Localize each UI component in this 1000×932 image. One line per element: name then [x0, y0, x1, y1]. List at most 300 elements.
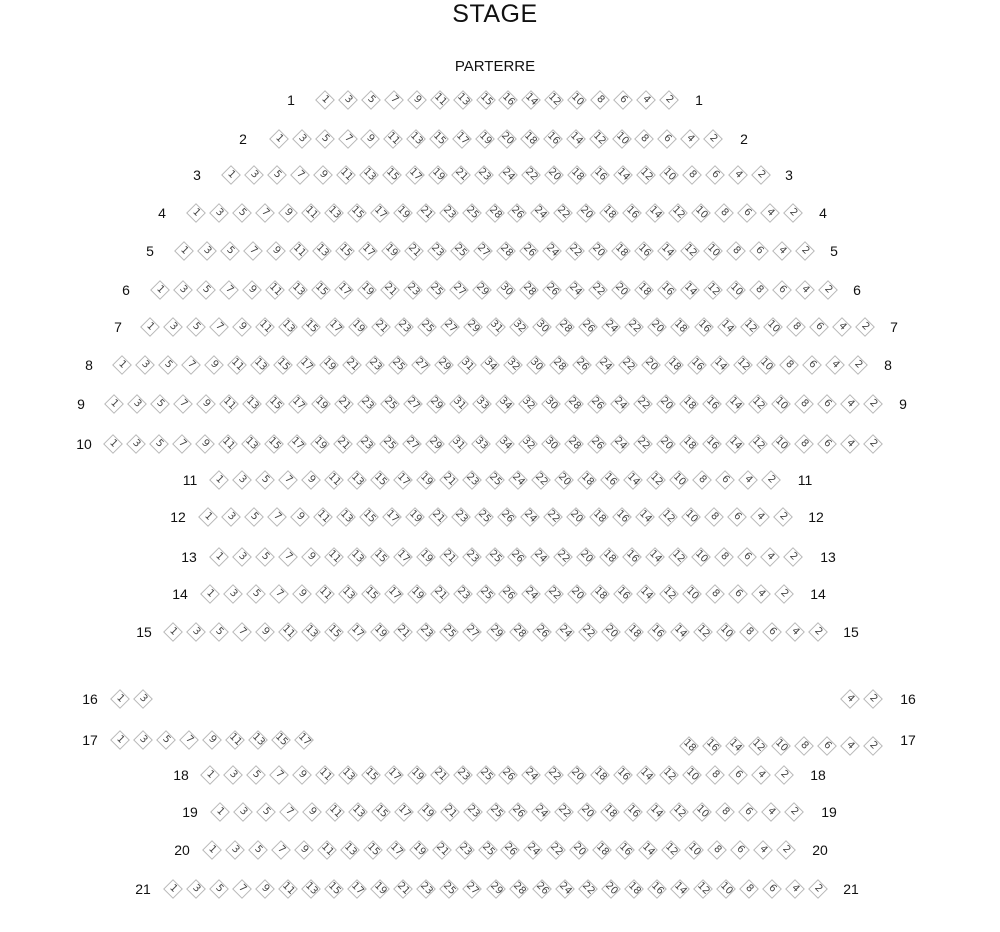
seat-number: 8 [709, 768, 722, 781]
seat-number: 12 [659, 508, 677, 526]
seat-number: 21 [431, 585, 449, 603]
seat-number: 21 [453, 166, 471, 184]
seat-number: 30 [534, 318, 551, 336]
seat-number: 29 [474, 281, 492, 299]
seat-number: 26 [520, 242, 538, 260]
seat-number: 17 [394, 471, 412, 489]
seat-number: 25 [475, 508, 493, 526]
seat-number: 6 [776, 283, 789, 296]
seat-number: 7 [236, 882, 249, 895]
seat-number: 9 [206, 733, 219, 746]
seat-number: 23 [464, 803, 482, 821]
seat-number: 5 [260, 805, 273, 818]
seat-number: 24 [566, 281, 584, 299]
seat-number: 14 [523, 91, 541, 109]
seat-number: 9 [294, 510, 307, 523]
seat-number: 25 [381, 435, 399, 453]
row-label-2-left: 2 [239, 131, 247, 147]
seat-number: 6 [732, 768, 745, 781]
seat-number: 10 [693, 548, 710, 566]
seat-number: 11 [314, 508, 332, 526]
seat-number: 17 [371, 204, 389, 222]
seat-row-19-2[interactable] [783, 801, 805, 823]
seat-number: 4 [755, 768, 768, 781]
seat-number: 27 [464, 880, 482, 898]
seat-number: 6 [719, 473, 732, 486]
seat-row-9-2[interactable] [862, 393, 884, 415]
seat-number: 7 [294, 168, 307, 181]
seat-number: 34 [481, 356, 499, 374]
seat-number: 16 [591, 166, 609, 184]
seat-number: 9 [200, 397, 213, 410]
seat-number: 2 [780, 843, 793, 856]
seat-number: 4 [844, 739, 857, 752]
seat-number: 5 [213, 882, 226, 895]
seat-number: 26 [533, 623, 551, 641]
seat-number: 12 [694, 623, 712, 641]
seat-number: 4 [757, 843, 770, 856]
seat-row-1-2[interactable] [658, 89, 680, 111]
seat-number: 26 [588, 395, 606, 413]
seat-number: 19 [476, 130, 494, 148]
seat-number: 28 [550, 356, 568, 374]
seat-number: 3 [131, 397, 144, 410]
seat-number: 2 [867, 692, 880, 705]
seat-number: 14 [658, 242, 676, 260]
row-label-13-right: 13 [820, 549, 836, 565]
seat-number: 18 [680, 737, 698, 755]
seat-number: 8 [719, 805, 732, 818]
seat-number: 25 [477, 585, 495, 603]
seat-number: 8 [783, 358, 796, 371]
seat-number: 12 [661, 585, 678, 603]
seat-number: 2 [663, 93, 676, 106]
row-label-4-left: 4 [158, 205, 166, 221]
seat-number: 7 [282, 473, 295, 486]
seat-number: 18 [601, 204, 619, 222]
seat-number: 18 [594, 841, 612, 859]
seat-number: 28 [510, 880, 528, 898]
seat-number: 18 [665, 356, 683, 374]
seat-number: 5 [153, 437, 166, 450]
seat-number: 2 [787, 206, 800, 219]
seat-number: 2 [778, 768, 791, 781]
seat-number: 27 [464, 623, 482, 641]
seat-number: 1 [154, 283, 167, 296]
seat-number: 13 [337, 508, 355, 526]
seat-row-12-2[interactable] [772, 506, 794, 528]
seat-number: 28 [497, 242, 515, 260]
seat-number: 28 [510, 623, 528, 641]
seat-number: 11 [385, 130, 402, 148]
seat-number: 11 [228, 356, 246, 374]
row-label-4-right: 4 [819, 205, 827, 221]
seat-number: 23 [463, 471, 481, 489]
seat-number: 17 [349, 623, 367, 641]
seat-number: 3 [227, 587, 240, 600]
seat-number: 1 [178, 244, 191, 257]
seat-number: 17 [289, 395, 307, 413]
seat-row-14-2[interactable] [773, 583, 795, 605]
seat-number: 21 [335, 395, 353, 413]
seat-number: 23 [440, 204, 458, 222]
seat-number: 3 [201, 244, 214, 257]
seat-number: 8 [686, 168, 699, 181]
seat-number: 3 [190, 625, 203, 638]
seat-number: 18 [601, 548, 619, 566]
row-label-12-right: 12 [808, 509, 824, 525]
seat-number: 20 [578, 548, 596, 566]
seat-number: 2 [755, 168, 768, 181]
seat-number: 32 [510, 318, 528, 336]
seat-number: 9 [246, 283, 259, 296]
seat-number: 13 [290, 281, 307, 299]
seat-number: 8 [638, 132, 651, 145]
seat-number: 21 [395, 880, 413, 898]
seat-number: 4 [765, 805, 778, 818]
seat-number: 10 [684, 585, 701, 603]
seat-number: 21 [440, 548, 458, 566]
seat-number: 15 [477, 91, 495, 109]
seat-number: 17 [326, 318, 344, 336]
seat-number: 4 [799, 283, 812, 296]
seat-number: 13 [339, 585, 357, 603]
seat-number: 5 [248, 510, 261, 523]
seat-number: 9 [296, 587, 309, 600]
seat-row-10-2[interactable] [862, 433, 884, 455]
seat-number: 29 [435, 356, 453, 374]
seat-number: 30 [527, 356, 545, 374]
seat-number: 15 [362, 585, 380, 603]
row-label-2-right: 2 [740, 131, 748, 147]
seat-number: 8 [790, 320, 803, 333]
seat-number: 17 [336, 281, 354, 299]
seat-number: 20 [571, 841, 589, 859]
seat-number: 10 [727, 281, 745, 299]
seat-row-2-2[interactable] [702, 128, 724, 150]
seat-number: 15 [313, 281, 330, 299]
seat-number: 24 [532, 548, 550, 566]
seat-number: 1 [114, 733, 127, 746]
seat-number: 12 [590, 130, 608, 148]
seat-row-15-2[interactable] [807, 621, 829, 643]
row-label-7-right: 7 [890, 319, 898, 335]
seat-number: 16 [648, 623, 666, 641]
seat-number: 16 [615, 585, 633, 603]
seat-row-6-2[interactable] [817, 279, 839, 301]
row-label-7-left: 7 [114, 319, 122, 335]
seat-number: 22 [619, 356, 637, 374]
seat-number: 14 [726, 737, 744, 755]
seat-number: 14 [636, 508, 654, 526]
row-label-12-left: 12 [170, 509, 186, 525]
seat-number: 19 [417, 471, 435, 489]
seat-number: 23 [358, 395, 376, 413]
seat-number: 15 [362, 766, 380, 784]
seat-number: 27 [441, 318, 459, 336]
seat-number: 10 [717, 623, 735, 641]
seat-number: 12 [704, 281, 722, 299]
seat-number: 2 [812, 882, 825, 895]
seat-number: 10 [682, 508, 700, 526]
seat-number: 7 [275, 843, 288, 856]
seat-number: 4 [829, 358, 842, 371]
seat-row-4-2[interactable] [782, 202, 804, 224]
seat-number: 23 [395, 318, 413, 336]
seat-row-16-3[interactable] [132, 688, 154, 710]
row-label-15-left: 15 [136, 624, 152, 640]
seat-number: 9 [410, 93, 424, 106]
row-label-20-right: 20 [812, 842, 828, 858]
seat-number: 12 [647, 471, 665, 489]
seat-number: 7 [388, 93, 401, 106]
seat-number: 7 [236, 625, 249, 638]
seat-number: 26 [509, 204, 527, 222]
seat-number: 19 [320, 356, 338, 374]
seat-number: 13 [348, 548, 366, 566]
seat-number: 5 [259, 473, 272, 486]
seat-row-17-2[interactable] [862, 735, 884, 757]
seat-number: 4 [776, 244, 789, 257]
seat-number: 2 [707, 132, 720, 145]
seat-number: 5 [252, 843, 265, 856]
seat-number: 9 [317, 168, 330, 181]
seat-number: 12 [694, 880, 712, 898]
seat-number: 1 [114, 692, 127, 705]
seat-number: 3 [296, 132, 309, 145]
seat-number: 25 [477, 766, 495, 784]
seat-number: 13 [303, 623, 320, 641]
seat-number: 8 [753, 283, 766, 296]
seat-number: 3 [139, 358, 152, 371]
row-label-16-left: 16 [82, 691, 98, 707]
seat-number: 19 [382, 242, 400, 260]
seat-number: 28 [520, 281, 538, 299]
seat-number: 20 [567, 508, 585, 526]
seat-number: 17 [395, 803, 413, 821]
seat-number: 22 [546, 766, 564, 784]
seat-number: 15 [372, 803, 390, 821]
seat-number: 23 [418, 623, 436, 641]
seat-number: 26 [502, 841, 520, 859]
seat-number: 27 [451, 281, 469, 299]
seat-row-11-2[interactable] [760, 469, 782, 491]
seat-number: 3 [237, 805, 250, 818]
seat-number: 8 [718, 206, 731, 219]
seat-number: 14 [671, 623, 689, 641]
seat-number: 30 [497, 281, 515, 299]
seat-number: 26 [498, 508, 516, 526]
seat-number: 20 [602, 880, 620, 898]
seat-number: 13 [349, 803, 367, 821]
seat-number: 1 [214, 805, 227, 818]
seat-number: 5 [250, 587, 263, 600]
seat-number: 4 [764, 206, 777, 219]
seat-number: 16 [615, 766, 633, 784]
seat-number: 20 [612, 281, 630, 299]
row-label-19-right: 19 [821, 804, 837, 820]
seat-number: 11 [302, 204, 320, 222]
seat-number: 12 [749, 435, 767, 453]
seat-number: 6 [661, 132, 674, 145]
seat-number: 15 [371, 471, 389, 489]
seat-number: 8 [798, 437, 811, 450]
seat-number: 3 [213, 206, 226, 219]
seat-number: 5 [318, 132, 332, 145]
seat-number: 25 [486, 548, 504, 566]
seat-number: 6 [821, 437, 834, 450]
seat-number: 34 [496, 395, 514, 413]
seat-number: 27 [404, 435, 422, 453]
seat-number: 13 [341, 841, 359, 859]
seat-number: 17 [387, 841, 405, 859]
seat-number: 10 [684, 766, 701, 784]
seat-number: 26 [580, 318, 597, 336]
seat-number: 23 [454, 766, 472, 784]
seat-number: 23 [456, 841, 474, 859]
seat-number: 19 [372, 623, 390, 641]
seat-number: 5 [224, 244, 237, 257]
seat-row-8-2[interactable] [847, 354, 869, 376]
seat-number: 1 [116, 358, 129, 371]
seat-number: 24 [611, 435, 629, 453]
seat-number: 15 [266, 435, 283, 453]
seat-row-18-2[interactable] [773, 764, 795, 786]
seat-number: 23 [366, 356, 384, 374]
seat-number: 22 [522, 166, 540, 184]
seat-number: 1 [273, 132, 286, 145]
seat-number: 21 [335, 435, 353, 453]
seat-number: 25 [428, 281, 446, 299]
seat-number: 19 [430, 166, 448, 184]
seat-number: 20 [545, 166, 563, 184]
seat-number: 11 [257, 318, 275, 336]
seat-number: 19 [394, 204, 412, 222]
seat-number: 28 [565, 435, 583, 453]
seat-number: 3 [248, 168, 261, 181]
seat-number: 1 [213, 550, 226, 563]
seat-number: 23 [452, 508, 470, 526]
seat-number: 12 [663, 841, 680, 859]
seat-number: 4 [789, 625, 802, 638]
seat-number: 12 [749, 737, 767, 755]
seat-number: 15 [326, 880, 343, 898]
row-label-5-left: 5 [146, 243, 154, 259]
seat-number: 9 [282, 206, 295, 219]
seat-row-13-2[interactable] [782, 546, 804, 568]
seat-number: 11 [280, 880, 297, 898]
seat-number: 15 [384, 166, 402, 184]
seat-number: 25 [463, 204, 481, 222]
seat-number: 4 [732, 168, 745, 181]
seat-number: 5 [190, 320, 203, 333]
seat-number: 28 [486, 204, 504, 222]
seat-number: 18 [592, 766, 610, 784]
seat-number: 8 [718, 550, 731, 563]
seat-number: 8 [743, 625, 756, 638]
seat-row-5-2[interactable] [794, 240, 816, 262]
seat-number: 24 [532, 204, 550, 222]
seat-number: 6 [821, 397, 834, 410]
seat-number: 7 [247, 244, 260, 257]
seat-number: 25 [441, 623, 459, 641]
seat-number: 32 [504, 356, 522, 374]
seat-number: 11 [280, 623, 297, 641]
row-label-1-right: 1 [695, 92, 703, 108]
seat-number: 18 [625, 623, 643, 641]
seat-number: 20 [589, 242, 607, 260]
seat-number: 19 [410, 841, 428, 859]
seat-number: 16 [624, 548, 642, 566]
seat-row-20-2[interactable] [775, 839, 797, 861]
seat-number: 20 [555, 471, 573, 489]
row-label-17-left: 17 [82, 732, 98, 748]
seat-number: 22 [548, 841, 566, 859]
seat-number: 16 [703, 737, 721, 755]
seat-number: 27 [412, 356, 430, 374]
seat-number: 10 [694, 803, 711, 821]
seat-number: 10 [772, 435, 790, 453]
seat-number: 19 [418, 803, 436, 821]
seat-number: 26 [510, 803, 528, 821]
seat-number: 1 [167, 625, 180, 638]
seat-number: 13 [303, 880, 320, 898]
seat-number: 3 [229, 843, 242, 856]
seat-number: 15 [303, 318, 321, 336]
seat-number: 6 [617, 93, 630, 106]
seat-number: 21 [440, 471, 458, 489]
seat-number: 14 [648, 803, 665, 821]
seat-number: 13 [243, 395, 261, 413]
seat-number: 26 [509, 548, 527, 566]
seat-number: 16 [625, 803, 643, 821]
seat-number: 22 [626, 318, 644, 336]
seat-row-21-2[interactable] [807, 878, 829, 900]
seat-row-7-2[interactable] [854, 316, 876, 338]
seat-number: 14 [647, 204, 664, 222]
seat-number: 16 [601, 471, 619, 489]
seat-row-3-2[interactable] [750, 164, 772, 186]
seat-number: 21 [405, 242, 423, 260]
row-label-18-left: 18 [173, 767, 189, 783]
seat-number: 11 [226, 731, 244, 749]
seat-row-17-17[interactable] [293, 729, 315, 751]
seat-number: 3 [236, 473, 249, 486]
seat-number: 8 [730, 244, 743, 257]
seat-number: 9 [305, 473, 318, 486]
seat-number: 25 [389, 356, 407, 374]
seat-number: 30 [542, 395, 560, 413]
seat-number: 9 [259, 882, 272, 895]
seat-number: 16 [617, 841, 635, 859]
seat-row-16-2[interactable] [862, 688, 884, 710]
seat-number: 18 [602, 803, 620, 821]
seat-number: 18 [522, 130, 539, 148]
seat-number: 29 [427, 435, 445, 453]
seat-number: 13 [361, 166, 378, 184]
seat-number: 20 [569, 766, 587, 784]
seat-number: 10 [764, 318, 782, 336]
seat-number: 6 [709, 168, 722, 181]
seat-number: 13 [280, 318, 298, 336]
seat-number: 11 [267, 281, 284, 299]
seat-number: 8 [798, 739, 811, 752]
seat-number: 4 [789, 882, 802, 895]
seat-number: 14 [567, 130, 585, 148]
seat-number: 23 [476, 166, 494, 184]
seat-number: 15 [274, 356, 292, 374]
row-label-13-left: 13 [181, 549, 197, 565]
